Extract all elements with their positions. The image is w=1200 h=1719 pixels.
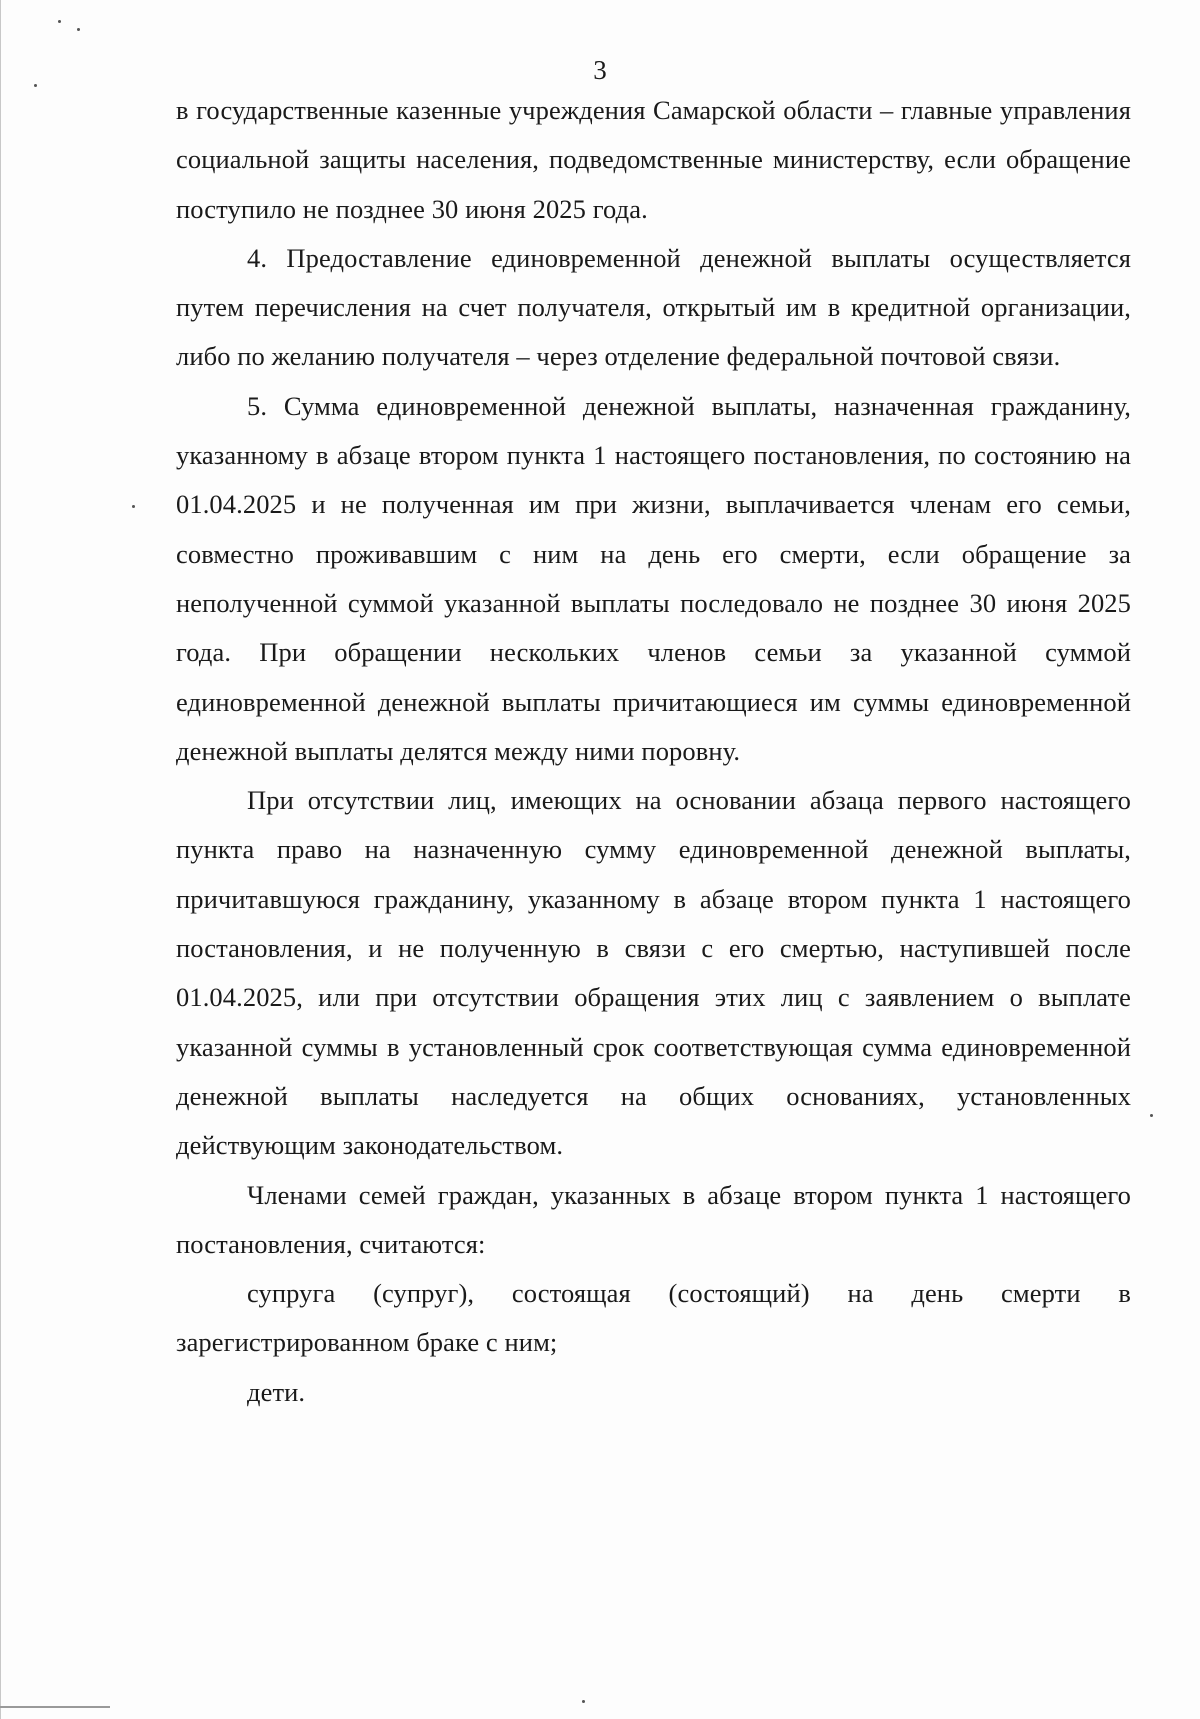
scan-speck (582, 1700, 585, 1703)
paragraph-continuation: в государственные казенные учреждения Самарской области – главные управления социальной защиты населения, подведомственные министерству, если обращение поступило не позднее 30 июня 2025 года. (176, 95, 1131, 224)
paragraph-item-5: 5. Сумма единовременной денежной выплаты, назначенная гражданину, указанному в абзаце втором пункта 1 настоящего постановления, по состоянию на 01.04.2025 и не полученная им при жизни, выплачивается членам его семьи, совместно проживавшим с ним на день его смерти, если обращение за неполученной суммой указанной выплаты последовало не позднее 30 июня 2025 года. При обращении нескольких членов семьи за указанной суммой единовременной денежной выплаты причитающиеся им суммы единовременной денежной выплаты делятся между ними поровну. (176, 390, 1131, 766)
paragraph-children: дети. (247, 1376, 306, 1407)
scan-speck (77, 28, 80, 31)
paragraph-spouse: супруга (супруг), состоящая (состоящий) на день смерти в зарегистрированном браке с ним; (176, 1278, 1131, 1358)
scan-bottom-mark (0, 1706, 110, 1708)
scan-speck (132, 505, 135, 508)
scan-speck (1150, 1114, 1153, 1117)
paragraph-item-4: 4. Предоставление единовременной денежной выплаты осуществляется путем перечисления на счет получателя, открытый им в кредитной организации, либо по желанию получателя – через отделение федеральной почтовой связи. (176, 242, 1131, 372)
scan-left-edge (0, 0, 1, 1719)
page-number: 3 (593, 55, 607, 85)
paragraph-absence-of-persons: При отсутствии лиц, имеющих на основании абзаца первого настоящего пункта право на назначенную сумму единовременной денежной выплаты, причитавшуюся гражданину, указанному в абзаце втором пункта 1 настоящего постановления, и не полученную в связи с его смертью, наступившей после 01.04.2025, или при отсутствии обращения этих лиц с заявлением о выплате указанной суммы в установленный срок соответствующая сумма единовременной денежной выплаты наследуется на общих основаниях, установленных действующим законодательством. (176, 785, 1131, 1161)
paragraph-family-members: Членами семей граждан, указанных в абзаце втором пункта 1 настоящего постановления, считаются: (176, 1179, 1131, 1259)
scan-speck (58, 20, 61, 23)
document-body (176, 86, 1131, 1417)
